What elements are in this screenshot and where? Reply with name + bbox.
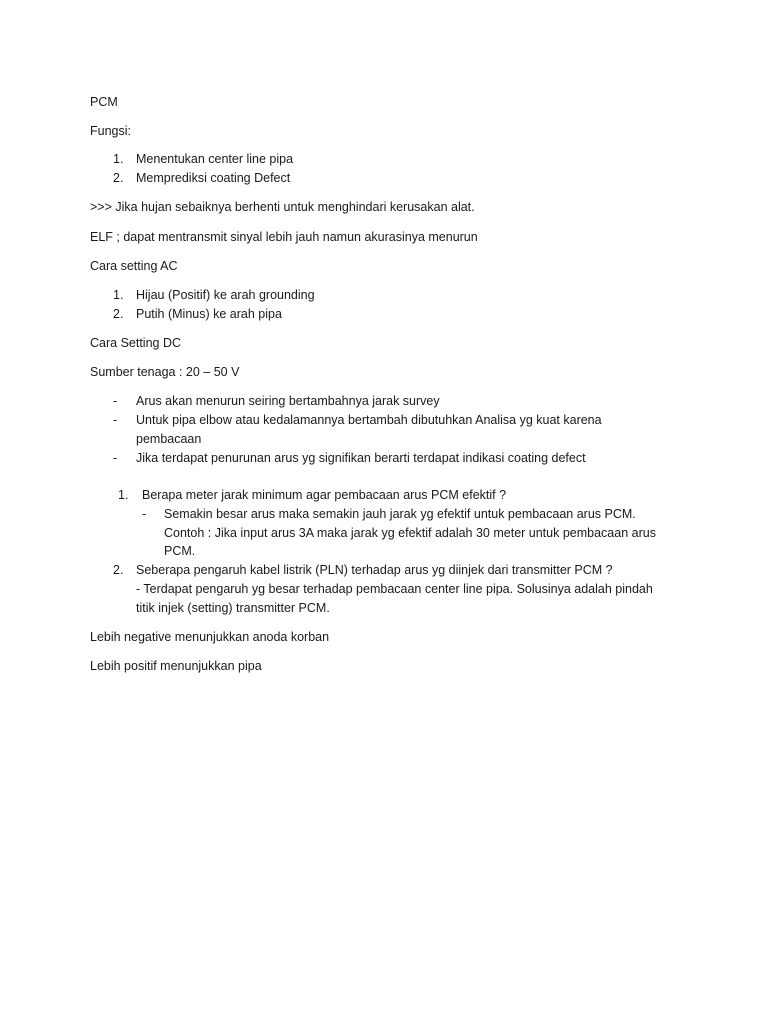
answer-text: Contoh : Jika input arus 3A maka jarak yg efektif adalah 30 meter untuk pembacaan arus xyxy=(164,526,656,540)
answer-text: - Terdapat pengaruh yg besar terhadap pembacaan center line pipa. Solusinya adalah pindah xyxy=(136,582,653,596)
bullet-dash: - xyxy=(113,394,118,408)
bullet-dash: - xyxy=(113,451,118,465)
question-text: Seberapa pengaruh kabel listrik (PLN) terhadap arus yg diinjek dari transmitter PCM ? xyxy=(136,563,613,577)
bullet-text: Jika terdapat penurunan arus yg signifikan berarti terdapat indikasi coating defect xyxy=(136,451,586,465)
answer-text: Semakin besar arus maka semakin jauh jarak yg efektif untuk pembacaan arus PCM. xyxy=(164,507,636,521)
list-number: 1. xyxy=(113,288,124,302)
ac-label: Cara setting AC xyxy=(90,259,178,273)
list-item: Memprediksi coating Defect xyxy=(136,171,291,185)
sumber-tenaga: Sumber tenaga : 20 – 50 V xyxy=(90,365,240,379)
dc-label: Cara Setting DC xyxy=(90,336,182,350)
note-rain: >>> Jika hujan sebaiknya berhenti untuk menghindari kerusakan alat. xyxy=(90,200,475,214)
bullet-dash: - xyxy=(113,413,118,427)
list-number: 1. xyxy=(113,152,124,166)
doc-title: PCM xyxy=(90,95,118,109)
question-text: Berapa meter jarak minimum agar pembacaan arus PCM efektif ? xyxy=(142,488,507,502)
negative-paragraph: Lebih negative menunjukkan anoda korban xyxy=(90,630,330,644)
positive-paragraph: Lebih positif menunjukkan pipa xyxy=(90,659,262,673)
fungsi-label: Fungsi: xyxy=(90,124,131,138)
answer-text: PCM. xyxy=(164,544,196,558)
bullet-text: Untuk pipa elbow atau kedalamannya bertambah dibutuhkan Analisa yg kuat karena xyxy=(136,413,602,427)
list-number: 2. xyxy=(113,307,124,321)
question-number: 2. xyxy=(113,563,124,577)
bullet-text: Arus akan menurun seiring bertambahnya jarak survey xyxy=(136,394,440,408)
list-item: Hijau (Positif) ke arah grounding xyxy=(136,288,315,302)
bullet-text: pembacaan xyxy=(136,432,202,446)
list-item: Putih (Minus) ke arah pipa xyxy=(136,307,282,321)
list-item: Menentukan center line pipa xyxy=(136,152,294,166)
list-number: 2. xyxy=(113,171,124,185)
question-number: 1. xyxy=(118,488,129,502)
answer-text: titik injek (setting) transmitter PCM. xyxy=(136,601,330,615)
answer-dash: - xyxy=(142,507,147,521)
elf-paragraph: ELF ; dapat mentransmit sinyal lebih jauh namun akurasinya menurun xyxy=(90,230,478,244)
